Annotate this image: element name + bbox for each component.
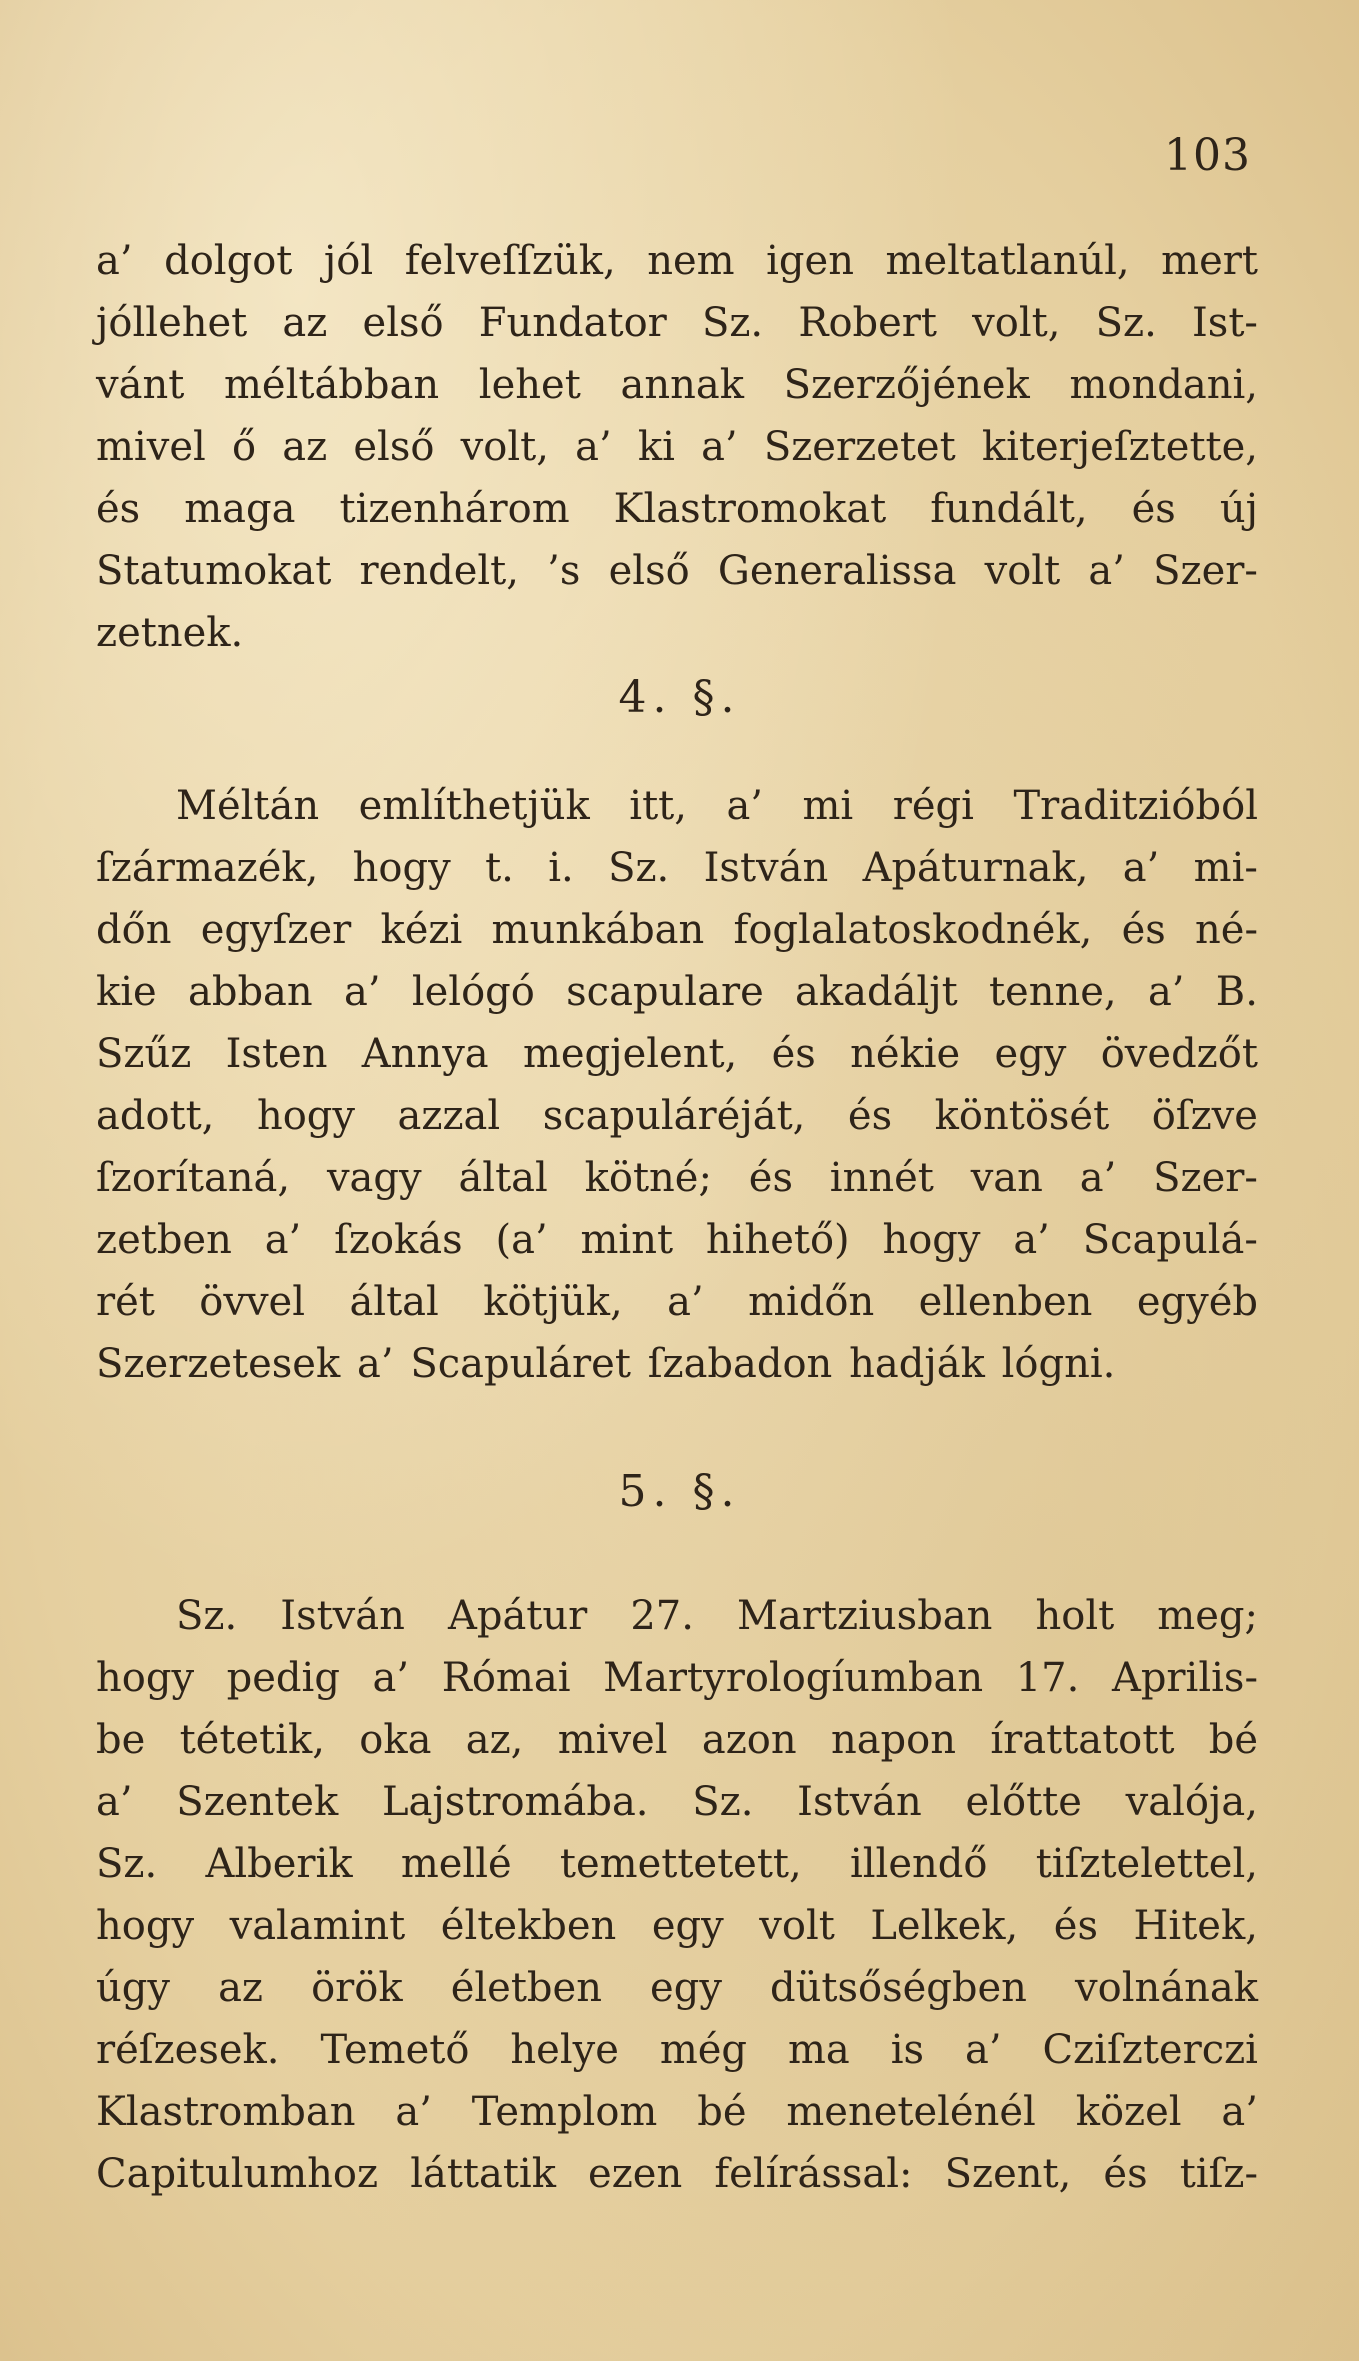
word: örök — [311, 1965, 403, 2011]
word: meltatlanúl, — [885, 238, 1130, 284]
word: tenne, — [988, 969, 1117, 1015]
word: Ist- — [1191, 300, 1258, 346]
word: Traditzióból — [1013, 783, 1258, 829]
word: az — [282, 424, 328, 470]
word: volt — [984, 548, 1061, 594]
paragraph-line — [96, 540, 1258, 602]
word: itt, — [629, 783, 687, 829]
word: a’ — [1221, 2089, 1258, 2135]
word: innét — [829, 1155, 934, 1201]
word: ſzabadon — [647, 1341, 833, 1387]
word: Temető — [320, 2027, 470, 2073]
word: a’ — [357, 1341, 394, 1387]
word: bé — [697, 2089, 747, 2135]
word: Sz. — [701, 300, 764, 346]
paragraph-line — [96, 292, 1258, 354]
word: scapuláréját, — [542, 1093, 806, 1139]
word: Sz. — [608, 845, 670, 891]
word: scapulare — [566, 969, 764, 1015]
word: a’ — [343, 969, 381, 1015]
word: Szent, — [944, 2151, 1072, 2197]
word: a’ — [372, 1655, 410, 1701]
word: új — [1219, 486, 1258, 532]
word: Szerzőjének — [783, 362, 1030, 408]
paragraph-line — [96, 354, 1258, 416]
word: van — [970, 1155, 1043, 1201]
word: mivel — [557, 1717, 668, 1763]
word: kötjük, — [483, 1279, 623, 1325]
word: egy — [650, 1965, 722, 2011]
word: méltábban — [223, 362, 440, 408]
word: első — [362, 300, 444, 346]
word: hadják — [849, 1341, 985, 1387]
word: egy — [651, 1903, 724, 1949]
word: midőn — [748, 1279, 875, 1325]
word: mi- — [1193, 845, 1258, 891]
word: Apáturnak, — [862, 845, 1089, 891]
word: tiſz- — [1179, 2151, 1258, 2197]
word: hogy — [352, 845, 451, 891]
word: Szűz — [96, 1031, 192, 1077]
word: hogy — [256, 1093, 355, 1139]
word: Scapulá- — [1082, 1217, 1258, 1263]
word: i. — [548, 845, 574, 891]
paragraph-line — [96, 2019, 1258, 2081]
word: megjelent, — [522, 1031, 738, 1077]
word: vánt — [96, 362, 185, 408]
word: Apátur — [447, 1593, 588, 1639]
word: még — [659, 2027, 748, 2073]
word: Isten — [225, 1031, 328, 1077]
word: abban — [188, 969, 313, 1015]
word: és — [748, 1155, 793, 1201]
word: rendelt, — [359, 548, 519, 594]
word: köntösét — [934, 1093, 1110, 1139]
word: István — [280, 1593, 405, 1639]
word: Annya — [361, 1031, 489, 1077]
word: által — [349, 1279, 439, 1325]
word: Martziusban — [737, 1593, 993, 1639]
word: volnának — [1075, 1965, 1258, 2011]
word: övedzőt — [1100, 1031, 1258, 1077]
word: Szerzetesek — [96, 1341, 341, 1387]
word: tétetik, — [179, 1717, 325, 1763]
word: kie — [96, 969, 157, 1015]
word: Római — [441, 1655, 571, 1701]
word: be — [96, 1717, 146, 1763]
word: Sz. — [176, 1593, 238, 1639]
word: valamint — [229, 1903, 406, 1949]
word: dolgot — [164, 238, 293, 284]
word: ő — [231, 424, 257, 470]
word: és — [1131, 486, 1176, 532]
word: Szentek — [176, 1779, 339, 1825]
word: első — [608, 548, 690, 594]
word: helye — [510, 2027, 619, 2073]
word: Szer- — [1153, 548, 1258, 594]
paragraph-line — [96, 602, 1258, 664]
word: napon — [830, 1717, 956, 1763]
word: kézi — [380, 907, 463, 953]
word: jóllehet — [96, 300, 248, 346]
word: Méltán — [176, 783, 320, 829]
word: réſzesek. — [96, 2027, 280, 2073]
word: Klastromokat — [613, 486, 887, 532]
word: kiterjeſztette, — [981, 424, 1258, 470]
word: azon — [701, 1717, 797, 1763]
word: ’s — [547, 548, 581, 594]
word: Templom — [471, 2089, 658, 2135]
paragraph-line — [96, 478, 1258, 540]
paragraph-line — [96, 961, 1258, 1023]
word: hogy — [96, 1903, 195, 1949]
word: B. — [1215, 969, 1258, 1015]
word: és — [771, 1031, 816, 1077]
paragraph-line — [96, 2081, 1258, 2143]
paragraph-line — [96, 1209, 1258, 1271]
word: a’ — [964, 2027, 1002, 2073]
word: volt, — [460, 424, 549, 470]
word: hogy — [96, 1655, 195, 1701]
word: volt — [759, 1903, 835, 1949]
paragraph-line — [96, 1333, 1258, 1395]
word: tiſztelettel, — [1035, 1841, 1258, 1887]
word: ma — [787, 2027, 850, 2073]
word: ellenben — [918, 1279, 1093, 1325]
word: holt — [1035, 1593, 1115, 1639]
word: István — [703, 845, 829, 891]
word: Alberik — [205, 1841, 353, 1887]
word: az — [218, 1965, 263, 2011]
word: nékie — [850, 1031, 961, 1077]
word: egy — [994, 1031, 1067, 1077]
word: ezen — [588, 2151, 683, 2197]
word: mi — [802, 783, 854, 829]
paragraph-line — [96, 2143, 1258, 2205]
word: adott, — [96, 1093, 215, 1139]
paragraph-line — [96, 1023, 1258, 1085]
word: és — [96, 486, 141, 532]
word: Szer- — [1153, 1155, 1258, 1201]
word: temettetett, — [559, 1841, 802, 1887]
word: a’ — [96, 1779, 133, 1825]
word: felírással: — [714, 2151, 913, 2197]
word: övvel — [199, 1279, 306, 1325]
word: első — [353, 424, 435, 470]
word: Sz. — [692, 1779, 754, 1825]
word: ſzármazék, — [96, 845, 319, 891]
word: István — [797, 1779, 922, 1825]
word: a’ — [1147, 969, 1185, 1015]
paragraph-line — [96, 1085, 1258, 1147]
paragraph-line — [96, 837, 1258, 899]
word: a’ — [667, 1279, 704, 1325]
paragraph-line — [96, 1771, 1258, 1833]
word: lelógó — [411, 969, 535, 1015]
word: meg; — [1157, 1593, 1258, 1639]
word: valója, — [1125, 1779, 1258, 1825]
word: hogy — [882, 1217, 981, 1263]
word: felveſſzük, — [404, 238, 616, 284]
word: a’ — [701, 424, 738, 470]
word: menetelénél — [786, 2089, 1036, 2135]
word: Lajstromába. — [381, 1779, 649, 1825]
word: (a’ — [495, 1217, 548, 1263]
word: hihető) — [705, 1217, 850, 1263]
word: Lelkek, — [870, 1903, 1019, 1949]
word: és — [1053, 1903, 1098, 1949]
word: mert — [1161, 238, 1258, 284]
word: a’ — [1079, 1155, 1117, 1201]
word: Robert — [798, 300, 937, 346]
word: né- — [1195, 907, 1258, 953]
word: által — [458, 1155, 548, 1201]
word: Sz. — [1095, 300, 1157, 346]
word: a’ — [575, 424, 612, 470]
word: Generalissa — [717, 548, 957, 594]
paragraph-line — [96, 899, 1258, 961]
word: írattatott — [990, 1717, 1175, 1763]
paragraph-line — [96, 1895, 1258, 1957]
word: egyſzer — [200, 907, 352, 953]
word: előtte — [965, 1779, 1082, 1825]
word: a’ — [726, 783, 763, 829]
word: Szerzetet — [763, 424, 956, 470]
paragraph-line — [96, 230, 1258, 292]
word: a’ — [1013, 1217, 1050, 1263]
word: 17. — [1015, 1655, 1080, 1701]
section-heading-4: 4. §. — [618, 672, 741, 723]
word: mellé — [400, 1841, 512, 1887]
word: azzal — [397, 1093, 501, 1139]
word: Capitulumhoz — [96, 2151, 379, 2197]
word: mint — [580, 1217, 674, 1263]
word: egyéb — [1136, 1279, 1258, 1325]
word: Statumokat — [96, 548, 332, 594]
word: zetnek. — [96, 610, 244, 656]
word: éltekben — [440, 1903, 617, 1949]
paragraph-line — [96, 1709, 1258, 1771]
word: Hitek, — [1133, 1903, 1258, 1949]
word: mondani, — [1069, 362, 1258, 408]
word: foglalatoskodnék, — [733, 907, 1093, 953]
word: a’ — [395, 2089, 432, 2135]
word: úgy — [96, 1965, 170, 2011]
paragraph-line — [96, 1833, 1258, 1895]
word: láttatik — [410, 2151, 556, 2197]
paragraph-line — [96, 1147, 1258, 1209]
word: Aprilis- — [1111, 1655, 1258, 1701]
word: az — [282, 300, 328, 346]
word: rét — [96, 1279, 155, 1325]
word: dőn — [96, 907, 172, 953]
word: fundált, — [930, 486, 1088, 532]
word: jól — [323, 238, 374, 284]
paragraph-line — [96, 1271, 1258, 1333]
word: oka — [359, 1717, 432, 1763]
word: maga — [184, 486, 296, 532]
word: akadáljt — [795, 969, 958, 1015]
word: volt, — [972, 300, 1061, 346]
word: életben — [450, 1965, 602, 2011]
word: annak — [620, 362, 744, 408]
word: a’ — [264, 1217, 302, 1263]
word: a’ — [1122, 845, 1160, 891]
word: Klastromban — [96, 2089, 356, 2135]
word: dütsőségben — [770, 1965, 1027, 2011]
word: közel — [1075, 2089, 1182, 2135]
word: ki — [637, 424, 675, 470]
word: lógni. — [1001, 1341, 1116, 1387]
word: az, — [465, 1717, 524, 1763]
word: és — [847, 1093, 893, 1139]
word: tizenhárom — [339, 486, 570, 532]
word: Cziſzterczi — [1042, 2027, 1258, 2073]
word: Martyrologíumban — [603, 1655, 984, 1701]
word: és — [1103, 2151, 1148, 2197]
word: a’ — [96, 238, 133, 284]
word: öſzve — [1151, 1093, 1258, 1139]
word: munkában — [491, 907, 705, 953]
word: a’ — [1088, 548, 1125, 594]
word: Fundator — [478, 300, 667, 346]
word: ſzokás — [334, 1217, 463, 1263]
word: 27. — [630, 1593, 694, 1639]
section-heading-5: 5. §. — [618, 1466, 741, 1517]
page-number: 103 — [1164, 130, 1251, 181]
word: mivel — [96, 424, 206, 470]
word: t. — [485, 845, 514, 891]
word: kötné; — [584, 1155, 712, 1201]
word: is — [890, 2027, 925, 2073]
word: illendő — [849, 1841, 988, 1887]
word: ſzorítaná, — [96, 1155, 291, 1201]
word: lehet — [478, 362, 581, 408]
paragraph-line — [96, 1957, 1258, 2019]
word: vagy — [326, 1155, 422, 1201]
word: Scapuláret — [410, 1341, 631, 1387]
paragraph-line — [96, 1647, 1258, 1709]
paragraph-line — [96, 416, 1258, 478]
word: zetben — [96, 1217, 232, 1263]
word: igen — [766, 238, 854, 284]
word: Sz. — [96, 1841, 158, 1887]
word: bé — [1208, 1717, 1258, 1763]
paragraph-line — [96, 775, 1258, 837]
word: régi — [892, 783, 974, 829]
paragraph-line — [96, 1585, 1258, 1647]
word: pedig — [226, 1655, 340, 1701]
word: nem — [647, 238, 735, 284]
word: említhetjük — [358, 783, 590, 829]
word: és — [1121, 907, 1166, 953]
